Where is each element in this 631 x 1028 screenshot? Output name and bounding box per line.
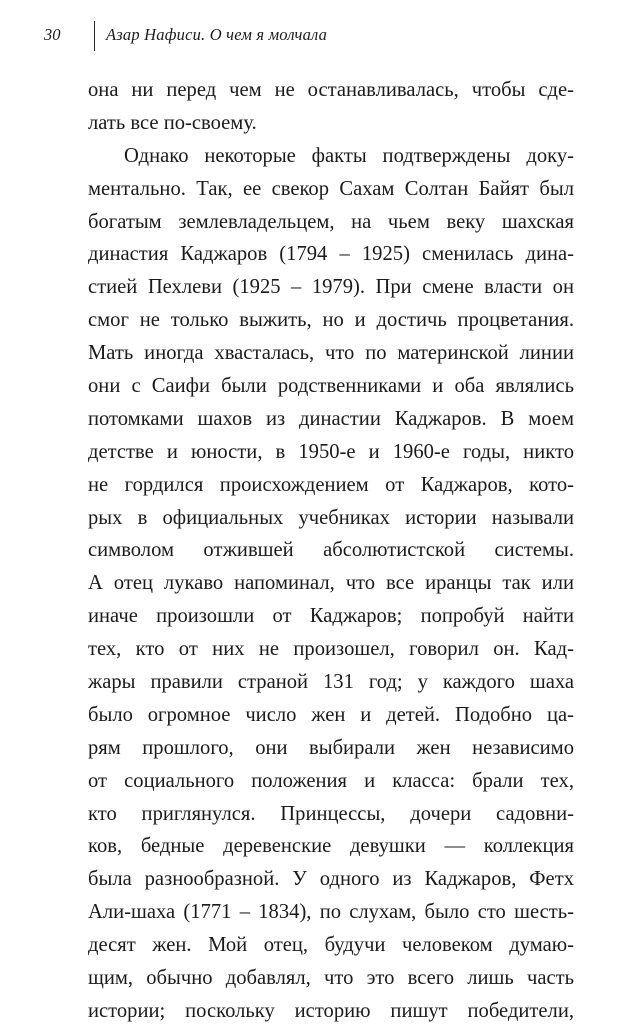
running-title: Азар Нафиси. О чем я молчала	[106, 25, 328, 44]
text-line: потомками шахов из династии Каджаров. В моем	[88, 407, 574, 430]
text-line: кто приглянулся. Принцессы, дочери садовни-	[88, 802, 574, 825]
text-line: смог не только выжить, но и достичь процветания.	[88, 309, 574, 332]
text-line: лать все по-своему.	[88, 111, 257, 134]
page-number: 30	[44, 25, 61, 44]
text-line: стией Пехлеви (1925 – 1979). При смене власти он	[88, 276, 574, 299]
text-line: жары правили страной 131 год; у каждого шаха	[88, 671, 574, 694]
text-line: они с Саифи были родственниками и оба являлись	[88, 375, 574, 398]
text-line: не гордился происхождением от Каджаров, кото-	[88, 473, 574, 496]
text-line: десят жен. Мой отец, будучи человеком думаю-	[88, 934, 574, 957]
text-line: рям прошлого, они выбирали жен независимо	[88, 736, 574, 759]
text-line: А отец лукаво напоминал, что все иранцы так или	[88, 572, 574, 595]
text-line: детстве и юности, в 1950-е и 1960-е годы, никто	[88, 440, 574, 463]
text-line: Однако некоторые факты подтверждены доку-	[124, 144, 574, 167]
text-line: было огромное число жен и детей. Подобно ца-	[88, 703, 574, 726]
text-line: династия Каджаров (1794 – 1925) сменилась дина-	[88, 243, 574, 266]
text-line: щим, обычно добавлял, что это всего лишь часть	[88, 967, 574, 990]
text-line: богатым землевладельцем, на чьем веку шахская	[88, 210, 574, 233]
text-line: ков, бедные деревенские девушки — коллекция	[88, 835, 574, 858]
text-line: иначе произошли от Каджаров; попробуй найти	[88, 605, 574, 628]
text-line: Али-шаха (1771 – 1834), по слухам, было сто шесть-	[88, 901, 574, 924]
running-head	[0, 21, 631, 57]
text-line: тех, кто от них не произошел, говорил он. Кад-	[88, 638, 574, 661]
text-line: ментально. Так, ее свекор Сахам Солтан Байят был	[88, 177, 574, 200]
body-text	[88, 74, 574, 1028]
text-line: истории; поскольку историю пишут победители,	[88, 999, 574, 1022]
text-line: она ни перед чем не останавливалась, чтобы сде-	[88, 79, 574, 101]
text-line: рых в официальных учебниках истории называли	[88, 506, 574, 529]
header-divider	[94, 21, 95, 51]
text-line: от социального положения и класса: брали тех,	[88, 769, 574, 792]
text-line: Мать иногда хвасталась, что по материнской линии	[88, 342, 574, 365]
text-line: символом отжившей абсолютистской системы.	[88, 539, 574, 562]
text-line: была разнообразной. У одного из Каджаров, Фетх	[88, 868, 574, 891]
